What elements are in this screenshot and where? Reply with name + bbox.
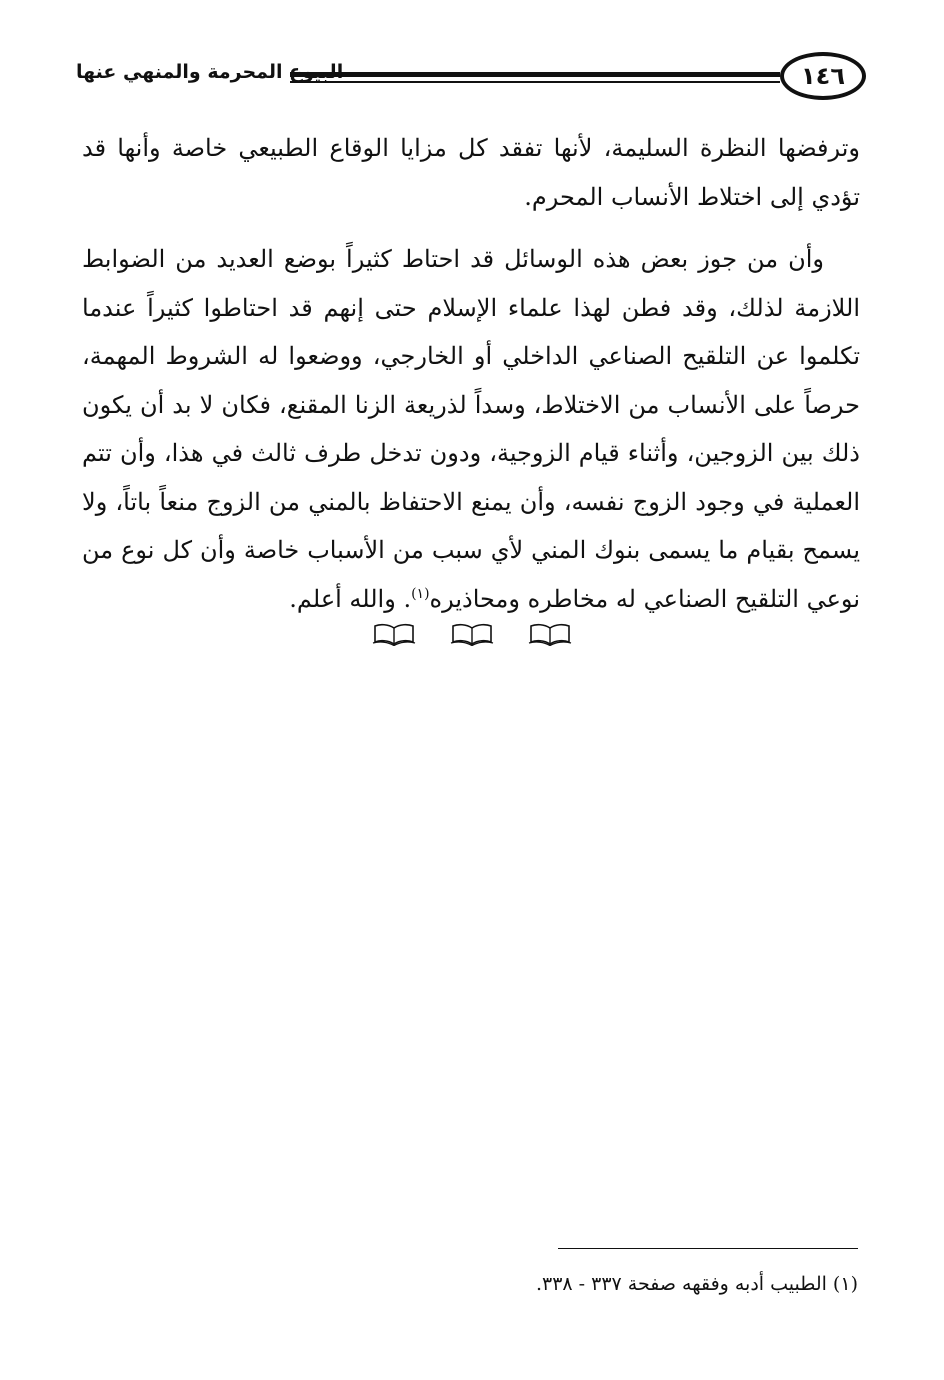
page-number: ١٤٦	[801, 62, 845, 90]
page-number-badge	[780, 52, 866, 100]
running-title: البيوع المحرمة والمنهي عنها	[76, 61, 344, 83]
paragraph-ending: . والله أعلم.	[289, 584, 412, 613]
section-ornament	[372, 622, 572, 648]
open-book-icon	[372, 622, 416, 646]
footnote-reference[interactable]: (١)	[411, 585, 430, 602]
body-text	[82, 124, 860, 623]
open-book-icon	[528, 622, 572, 646]
paragraph: وترفضها النظرة السليمة، لأنها تفقد كل مزايا الوقاع الطبيعي خاصة وأنها قد تؤدي إلى اختلاط الأنساب المحرم.	[82, 134, 860, 211]
footnote: (١) الطبيب أدبه وفقهه صفحة ٣٣٧ - ٣٣٨.	[535, 1273, 858, 1295]
header-rule-thin	[290, 81, 780, 83]
paragraph	[82, 235, 860, 623]
open-book-icon	[450, 622, 494, 646]
paragraph-text: وأن من جوز بعض هذه الوسائل قد احتاط كثيراً بوضع العديد من الضوابط اللازمة لذلك، وقد فطن لهذا علماء الإسلام حتى إنهم قد احتاطوا كثيراً عندما تكلموا عن التلقيح الصناعي الداخلي أو الخارجي، ووضعوا له الشروط المهمة، حرصاً على الأنساب من الاختلاط، وسداً لذريعة الزنا المقنع، فكان لا بد أن يكون ذلك بين الزوجين، وأثناء قيام الزوجية، ودون تدخل طرف ثالث في هذا، وأن تتم العملية في وجود الزوج نفسه، وأن يمنع الاحتفاظ بالمني من الزوج منعاً باتاً، ولا يسمح بقيام ما يسمى بنوك المني لأي سبب من الأسباب خاصة وأن كل نوع من نوعي التلقيح الصناعي له مخاطره ومحاذيره	[82, 245, 861, 613]
page-header	[76, 52, 866, 104]
footnote-separator	[558, 1248, 858, 1249]
header-rule-thick	[290, 72, 780, 77]
